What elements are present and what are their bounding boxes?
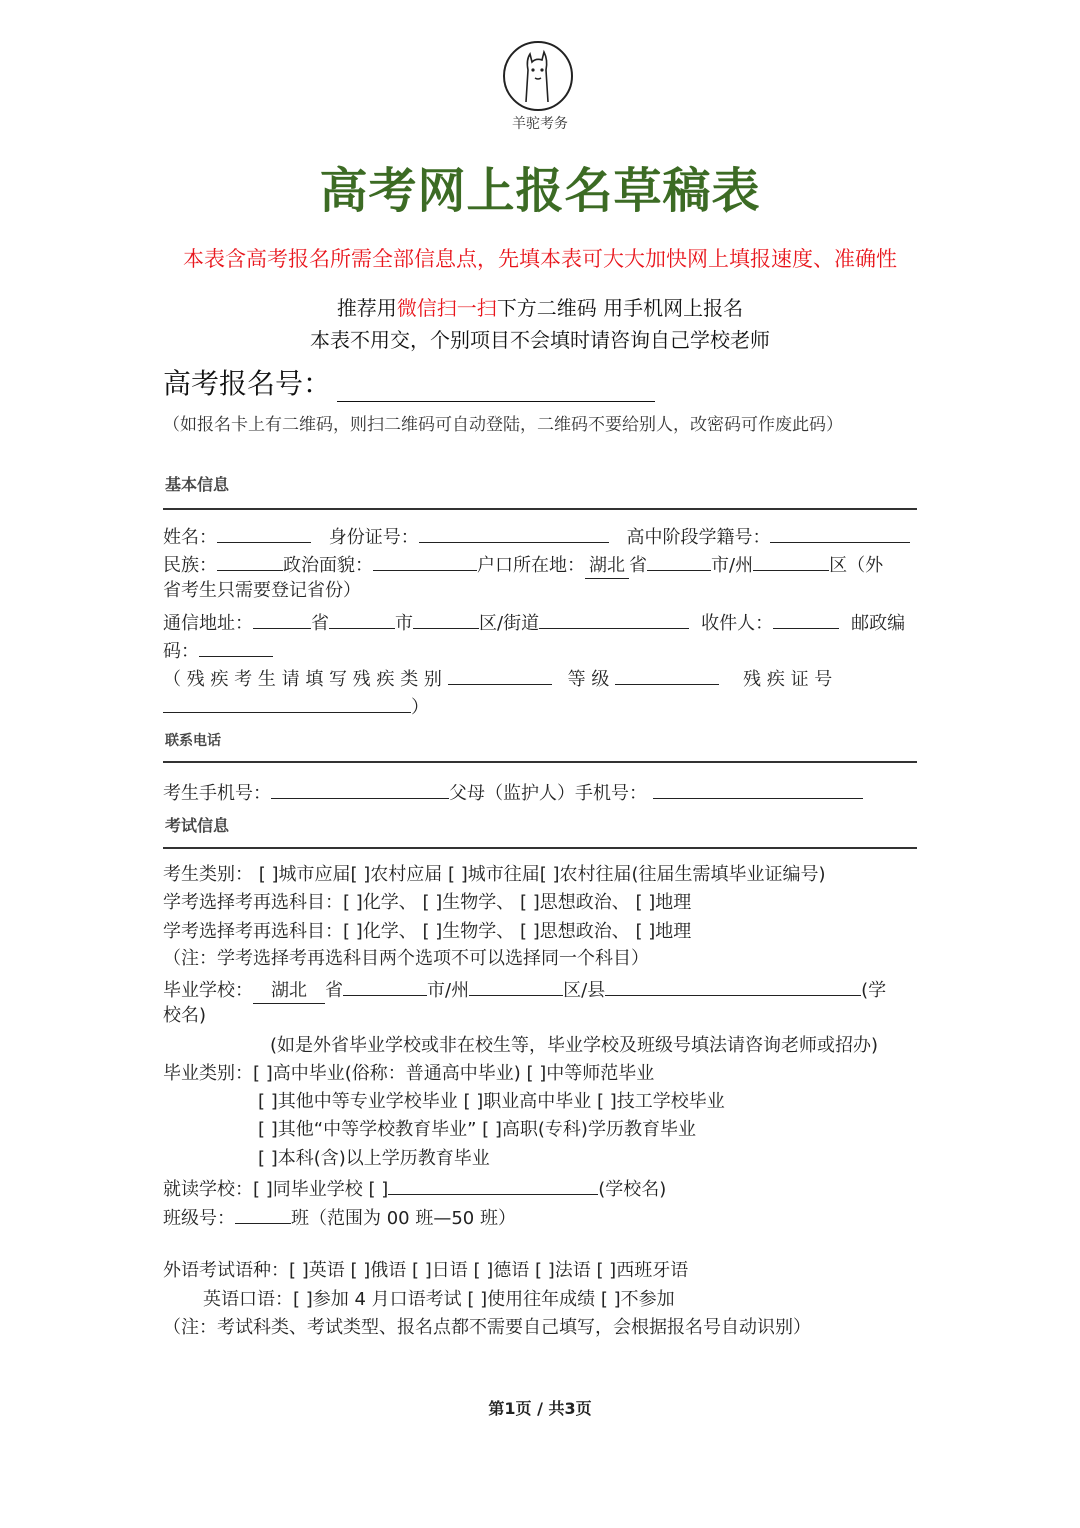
- grad-type-line-2[interactable]: [ ]其他中等专业学校毕业 [ ]职业高中毕业 [ ]技工学校毕业: [258, 1091, 725, 1112]
- grad-school-unit: (学: [861, 980, 887, 1001]
- section-exam-heading: 考试信息: [165, 816, 230, 835]
- disability-cert-label: 残 疾 证 号: [743, 669, 833, 690]
- grad-school-row: [163, 976, 886, 1004]
- addr-city-field[interactable]: [329, 609, 395, 629]
- grad-type-line-1[interactable]: 毕业类别：[ ]高中毕业(俗称：普通高中毕业) [ ]中等师范毕业: [163, 1063, 655, 1084]
- basic-row-1: [163, 523, 910, 550]
- page-title: 高考网上报名草稿表: [319, 163, 761, 219]
- parent-phone-label: 父母（监护人）手机号：: [449, 783, 647, 804]
- political-field[interactable]: [373, 551, 477, 571]
- red-notice: 本表含高考报名所需全部信息点，先填本表可大大加快网上填报速度、准确性: [183, 247, 897, 271]
- hukou-province-field[interactable]: 湖北: [585, 554, 629, 579]
- addr-province-unit: 省: [311, 613, 329, 634]
- grad-type-line-4[interactable]: [ ]本科(含)以上学历教育毕业: [258, 1148, 490, 1169]
- study-school-label[interactable]: 就读学校：[ ]同毕业学校 [ ]: [163, 1179, 389, 1200]
- lang-line[interactable]: 外语考试语种：[ ]英语 [ ]俄语 [ ]日语 [ ]德语 [ ]法语 [ ]西班牙语: [163, 1260, 689, 1281]
- section-contact-rule: [163, 761, 917, 763]
- basic-row-3: [163, 609, 905, 636]
- postcode-label-2: 码：: [163, 641, 199, 662]
- study-school-field[interactable]: [388, 1175, 598, 1195]
- hukou-province-unit: 省: [629, 555, 647, 576]
- disability-close: ）: [411, 697, 429, 718]
- hukou-district-unit: 区（外: [829, 555, 884, 576]
- disability-label: （ 残 疾 考 生 请 填 写 残 疾 类 别: [163, 669, 442, 690]
- parent-phone-field[interactable]: [653, 779, 863, 799]
- qr-note: （如报名卡上有二维码，则扫二维码可自动登陆，二维码不要给别人，改密码可作废此码）: [163, 415, 843, 435]
- grad-type-line-3[interactable]: [ ]其他“中等学校教育毕业” [ ]高职(专科)学历教育毕业: [258, 1119, 696, 1140]
- disability-type-field[interactable]: [448, 665, 552, 685]
- grad-city-unit: 市/州: [427, 980, 470, 1001]
- addr-district-field[interactable]: [413, 609, 479, 629]
- recommend-highlight: 微信扫一扫: [396, 296, 497, 320]
- ethnic-label: 民族：: [163, 555, 217, 576]
- recommend-post: 下方二维码 用手机网上报名: [496, 296, 744, 320]
- no-submit-line: 本表不用交，个别项目不会填时请咨询自己学校老师: [310, 328, 770, 352]
- class-label: 班级号：: [163, 1208, 235, 1229]
- recommend-line: [0, 292, 1080, 321]
- grad-school-unit-2: 校名): [163, 1005, 207, 1026]
- alpaca-icon: [502, 40, 574, 112]
- basic-row-4: [163, 665, 832, 692]
- basic-row-2: [163, 551, 883, 579]
- recipient-field[interactable]: [773, 609, 839, 629]
- student-phone-field[interactable]: [271, 779, 449, 799]
- grad-city-field[interactable]: [343, 976, 427, 996]
- section-exam-rule: [163, 847, 917, 849]
- hukou-city-unit: 市/州: [711, 555, 754, 576]
- grad-note: (如是外省毕业学校或非在校生等，毕业学校及班级号填法请咨询老师或招办): [270, 1035, 879, 1056]
- section-contact-heading: 联系电话: [165, 733, 221, 749]
- logo-text: 羊驼考务: [512, 116, 568, 132]
- name-field[interactable]: [217, 523, 311, 543]
- disability-level-label: 等 级: [567, 669, 610, 690]
- exam-elective-note: （注：学考选择考再选科目两个选项不可以选择同一个科目）: [163, 948, 649, 969]
- registration-number-row: [163, 362, 655, 402]
- hukou-label: 户口所在地：: [477, 555, 585, 576]
- final-note: （注：考试科类、考试类型、报名点都不需要自己填写，会根据报名号自动识别）: [163, 1317, 811, 1338]
- basic-row-4b: [163, 693, 429, 720]
- id-label: 身份证号：: [328, 527, 419, 548]
- hukou-city-field[interactable]: [647, 551, 711, 571]
- addr-province-field[interactable]: [253, 609, 311, 629]
- study-school-unit: (学校名): [598, 1179, 667, 1200]
- registration-number-field[interactable]: [337, 375, 655, 402]
- disability-cert-field[interactable]: [163, 693, 411, 713]
- grad-province-unit: 省: [325, 980, 343, 1001]
- class-row: [163, 1204, 516, 1231]
- class-unit: 班（范围为 00 班—50 班）: [291, 1208, 516, 1229]
- recipient-label: 收件人：: [701, 613, 774, 634]
- political-label: 政治面貌：: [283, 555, 373, 576]
- page-footer: 第1页 / 共3页: [488, 1399, 592, 1418]
- postcode-label: 邮政编: [851, 613, 906, 634]
- class-field[interactable]: [235, 1204, 291, 1224]
- addr-street-field[interactable]: [539, 609, 689, 629]
- grad-province-field[interactable]: 湖北: [253, 979, 325, 1004]
- disability-level-field[interactable]: [615, 665, 719, 685]
- ethnic-field[interactable]: [217, 551, 283, 571]
- hukou-district-field[interactable]: [753, 551, 829, 571]
- exam-elective-line-1[interactable]: 学考选择考再选科目：[ ]化学、 [ ]生物学、 [ ]思想政治、 [ ]地理: [163, 892, 692, 913]
- basic-row-3b: [163, 637, 273, 664]
- grad-school-field[interactable]: [605, 976, 861, 996]
- hukou-note: 省考生只需要登记省份）: [163, 580, 361, 601]
- study-school-row: [163, 1175, 666, 1202]
- grad-county-unit: 区/县: [563, 980, 606, 1001]
- addr-district-unit: 区/街道: [479, 613, 540, 634]
- xueji-label: 高中阶段学籍号：: [626, 527, 771, 548]
- id-field[interactable]: [419, 523, 609, 543]
- grad-school-label: 毕业学校：: [163, 980, 253, 1001]
- recommend-pre: 推荐用: [336, 296, 397, 320]
- xueji-field[interactable]: [770, 523, 910, 543]
- section-basic-heading: 基本信息: [165, 475, 230, 494]
- contact-row: [163, 779, 863, 806]
- postcode-field[interactable]: [199, 637, 273, 657]
- exam-category-line[interactable]: 考生类别： [ ]城市应届[ ]农村应届 [ ]城市往届[ ]农村往届(往届生需填毕业证编号): [163, 864, 826, 885]
- addr-label: 通信地址：: [163, 613, 253, 634]
- oral-line[interactable]: 英语口语：[ ]参加 4 月口语考试 [ ]使用往年成绩 [ ]不参加: [203, 1289, 675, 1310]
- student-phone-label: 考生手机号：: [163, 783, 271, 804]
- name-label: 姓名：: [163, 527, 217, 548]
- section-basic-rule: [163, 508, 917, 510]
- exam-elective-line-2[interactable]: 学考选择考再选科目：[ ]化学、 [ ]生物学、 [ ]思想政治、 [ ]地理: [163, 921, 692, 942]
- registration-number-label: 高考报名号：: [163, 367, 332, 400]
- grad-county-field[interactable]: [469, 976, 563, 996]
- addr-city-unit: 市: [395, 613, 413, 634]
